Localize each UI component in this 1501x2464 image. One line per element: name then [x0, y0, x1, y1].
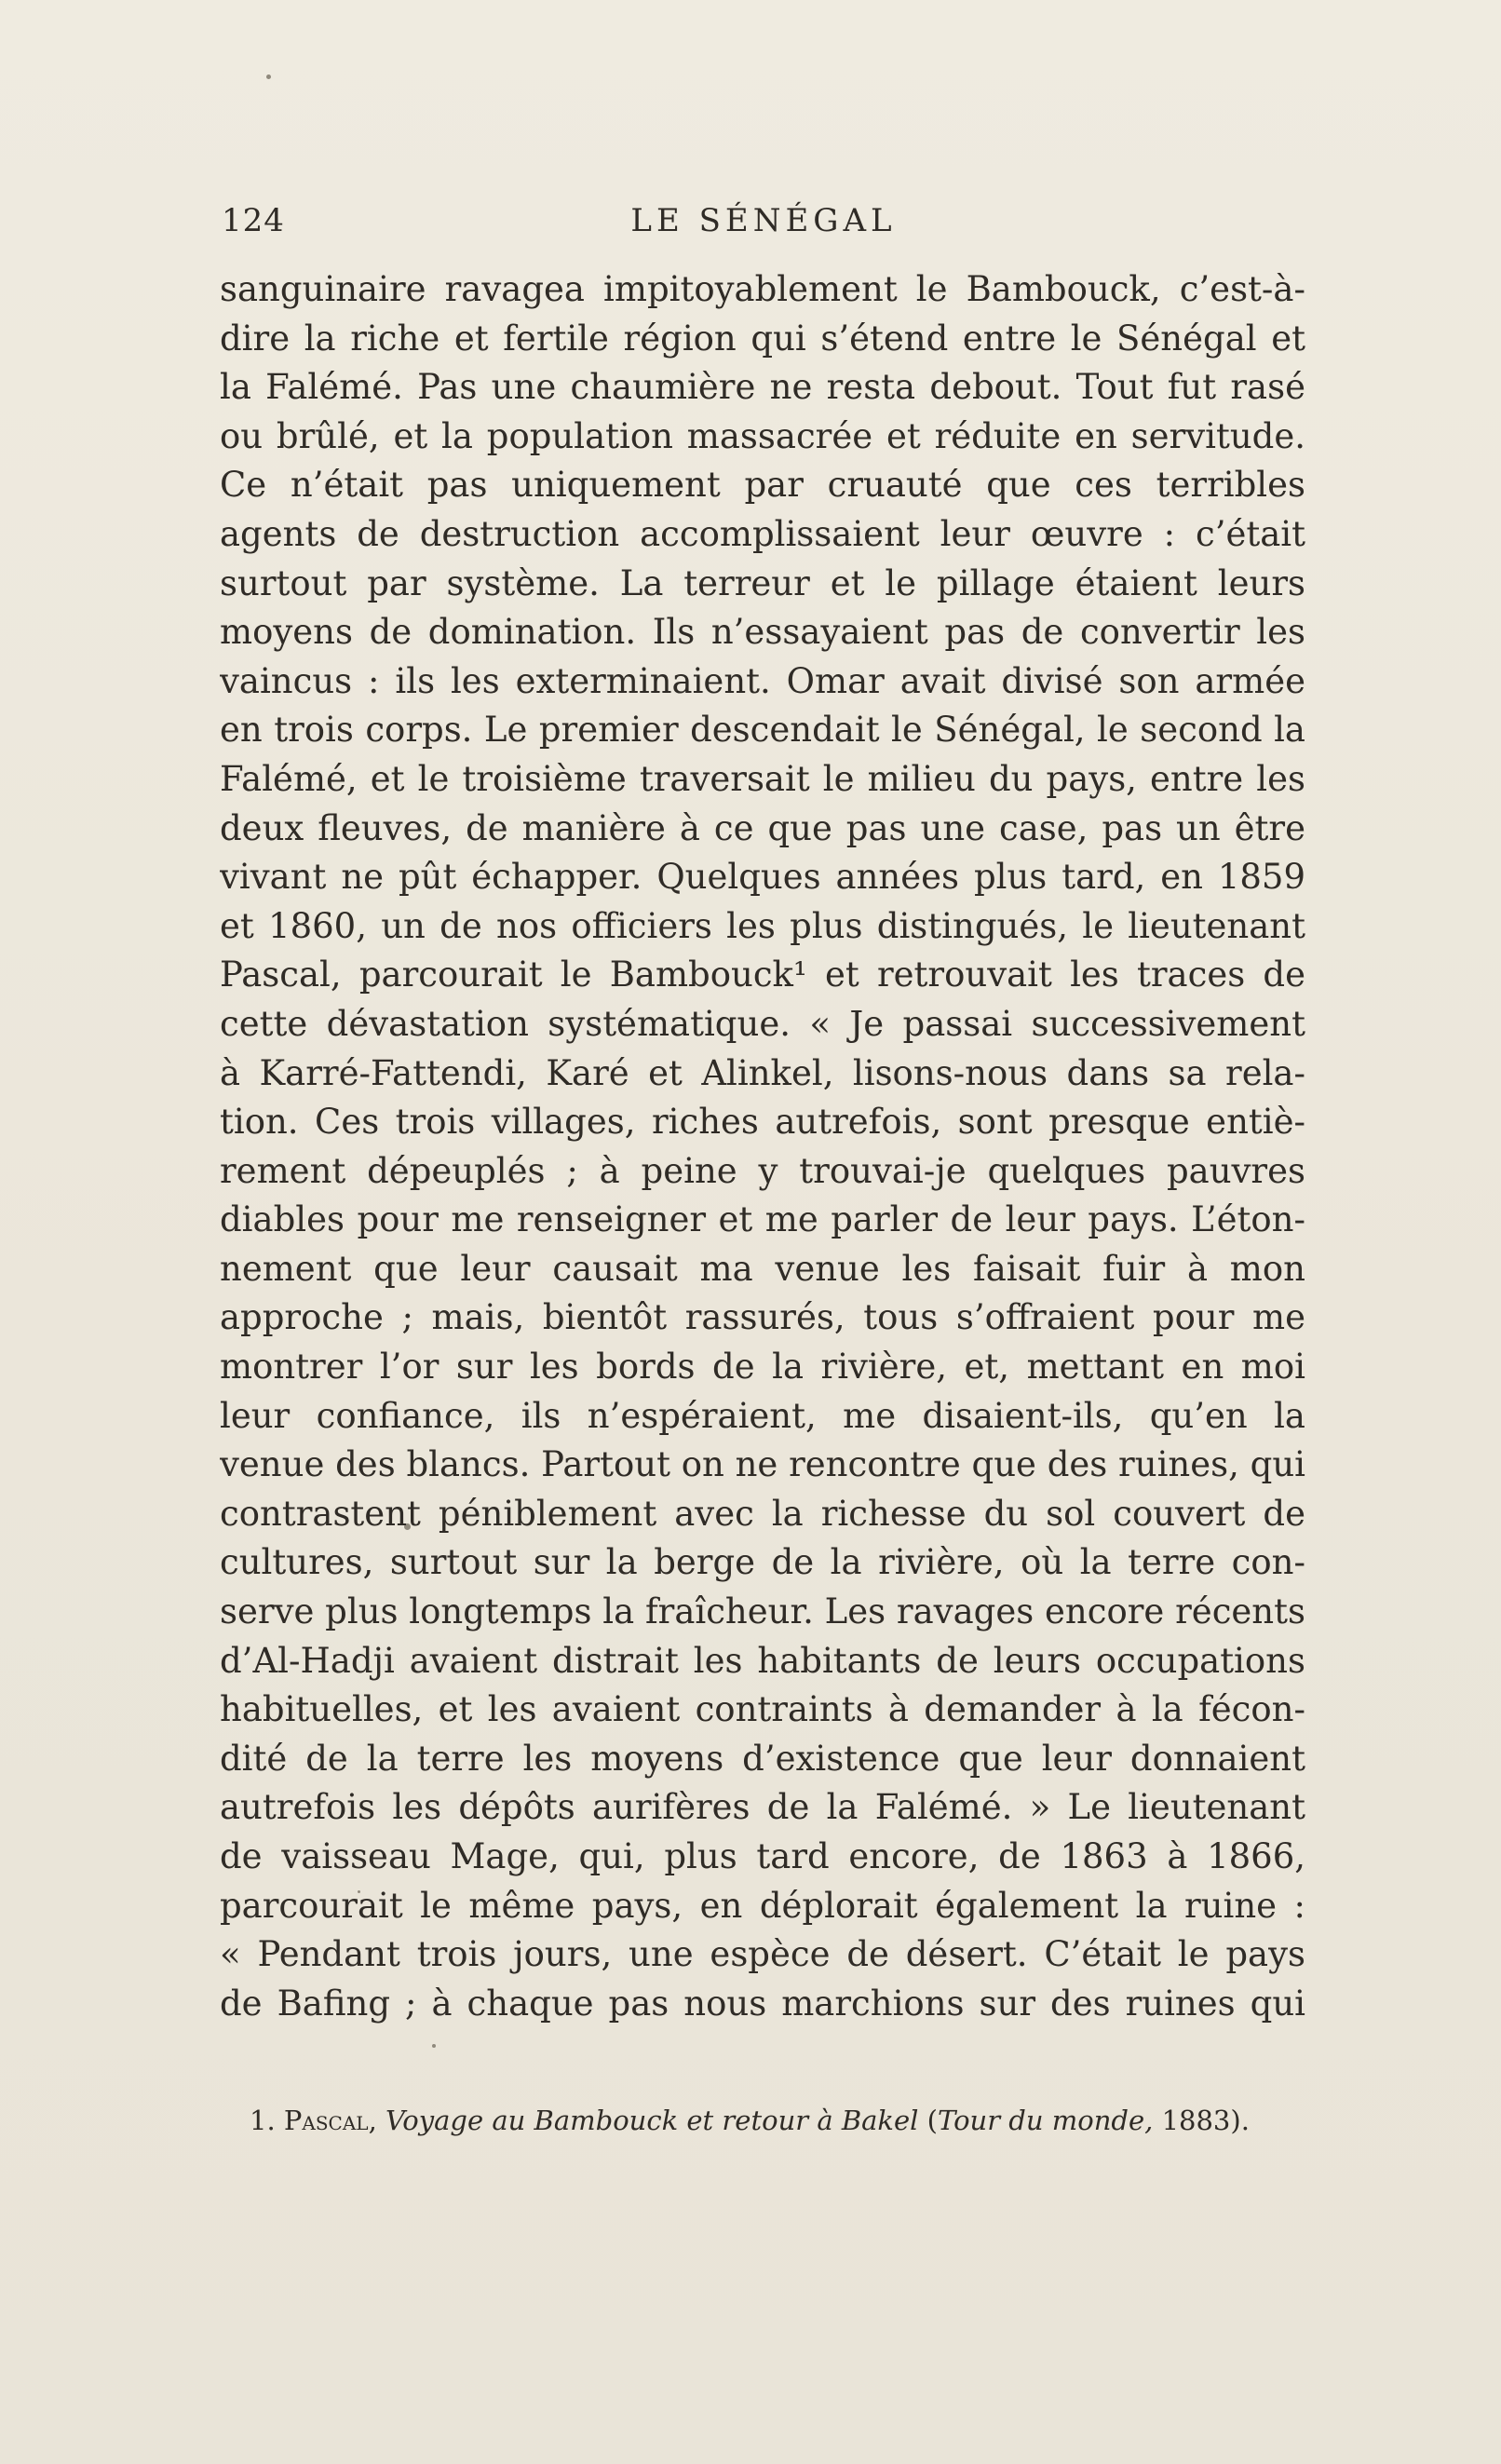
text-line: deux fleuves, de manière à ce que pas une case, pas un être — [220, 807, 1305, 848]
page-header — [222, 191, 1305, 247]
text-line: nement que leur causait ma venue les faisait fuir à mon — [220, 1248, 1305, 1289]
text-line: à Karré-Fattendi, Karé et Alinkel, lisons-nous dans sa rela- — [220, 1052, 1305, 1093]
body-text — [220, 265, 1305, 2028]
footnote — [250, 2105, 1274, 2136]
text-line: leur confiance, ils n’espéraient, me disaient-ils, qu’en la — [220, 1395, 1305, 1436]
text-line: dité de la terre les moyens d’existence que leur donnaient — [220, 1738, 1305, 1779]
text-line: « Pendant trois jours, une espèce de désert. C’était le pays — [220, 1934, 1305, 1975]
footnote-paren: ( — [926, 2105, 938, 2136]
text-line: de Bafing ; à chaque pas nous marchions sur des ruines qui — [220, 1983, 1305, 2024]
footnote-number: 1. — [250, 2105, 276, 2136]
text-line: en trois corps. Le premier descendait le Sénégal, le second la — [220, 710, 1305, 751]
text-line: contrastent péniblement avec la richesse du sol couvert de — [220, 1493, 1305, 1534]
text-line: dire la riche et fertile région qui s’étend entre le Sénégal et — [220, 318, 1305, 359]
text-line: habituelles, et les avaient contraints à demander à la fécon- — [220, 1689, 1305, 1730]
paper-speck — [266, 74, 271, 79]
text-line: diables pour me renseigner et me parler de leur pays. L’éton- — [220, 1199, 1305, 1240]
text-line: de vaisseau Mage, qui, plus tard encore, de 1863 à 1866, — [220, 1836, 1305, 1876]
text-line: rement dépeuplés ; à peine y trouvai-je quelques pauvres — [220, 1150, 1305, 1191]
text-line: d’Al-Hadji avaient distrait les habitants de leurs occupations — [220, 1640, 1305, 1681]
text-line: vivant ne pût échapper. Quelques années plus tard, en 1859 — [220, 857, 1305, 898]
running-title: LE SÉNÉGAL — [630, 202, 897, 239]
text-line: tion. Ces trois villages, riches autrefois, sont presque entiè- — [220, 1102, 1305, 1143]
text-line: la Falémé. Pas une chaumière ne resta debout. Tout fut rasé — [220, 367, 1305, 408]
text-line: cultures, surtout sur la berge de la rivière, où la terre con- — [220, 1542, 1305, 1583]
paper-speck — [432, 2044, 436, 2048]
text-line: approche ; mais, bientôt rassurés, tous s’offraient pour me — [220, 1297, 1305, 1338]
text-line: parcourait le même pays, en déplorait également la ruine : — [220, 1885, 1305, 1926]
page-number: 124 — [222, 202, 285, 239]
footnote-source: Tour du monde, — [938, 2105, 1154, 2136]
text-line: Falémé, et le troisième traversait le milieu du pays, entre les — [220, 758, 1305, 799]
text-line: montrer l’or sur les bords de la rivière, et, mettant en moi — [220, 1347, 1305, 1388]
text-line: moyens de domination. Ils n’essayaient pas de convertir les — [220, 612, 1305, 653]
text-line: vaincus : ils les exterminaient. Omar avait divisé son armée — [220, 660, 1305, 701]
text-line: serve plus longtemps la fraîcheur. Les ravages encore récents — [220, 1591, 1305, 1632]
text-line: ou brûlé, et la population massacrée et réduite en servitude. — [220, 415, 1305, 456]
text-line: Ce n’était pas uniquement par cruauté que ces terribles — [220, 465, 1305, 506]
text-line: cette dévastation systématique. « Je passai successivement — [220, 1003, 1305, 1044]
footnote-year: 1883). — [1161, 2105, 1250, 2136]
footnote-title: Voyage au Bambouck et retour à Bakel — [385, 2105, 919, 2136]
text-line: et 1860, un de nos officiers les plus distingués, le lieutenant — [220, 905, 1305, 946]
text-line: sanguinaire ravagea impitoyablement le Bambouck, c’est-à- — [220, 269, 1305, 309]
text-line: autrefois les dépôts aurifères de la Falémé. » Le lieutenant — [220, 1787, 1305, 1828]
text-line: Pascal, parcourait le Bambouck¹ et retrouvait les traces de — [220, 954, 1305, 995]
text-line: surtout par système. La terreur et le pillage étaient leurs — [220, 562, 1305, 603]
text-line: agents de destruction accomplissaient leur œuvre : c’était — [220, 513, 1305, 554]
footnote-author: Pascal, — [283, 2105, 377, 2136]
text-line: venue des blancs. Partout on ne rencontre que des ruines, qui — [220, 1444, 1305, 1485]
